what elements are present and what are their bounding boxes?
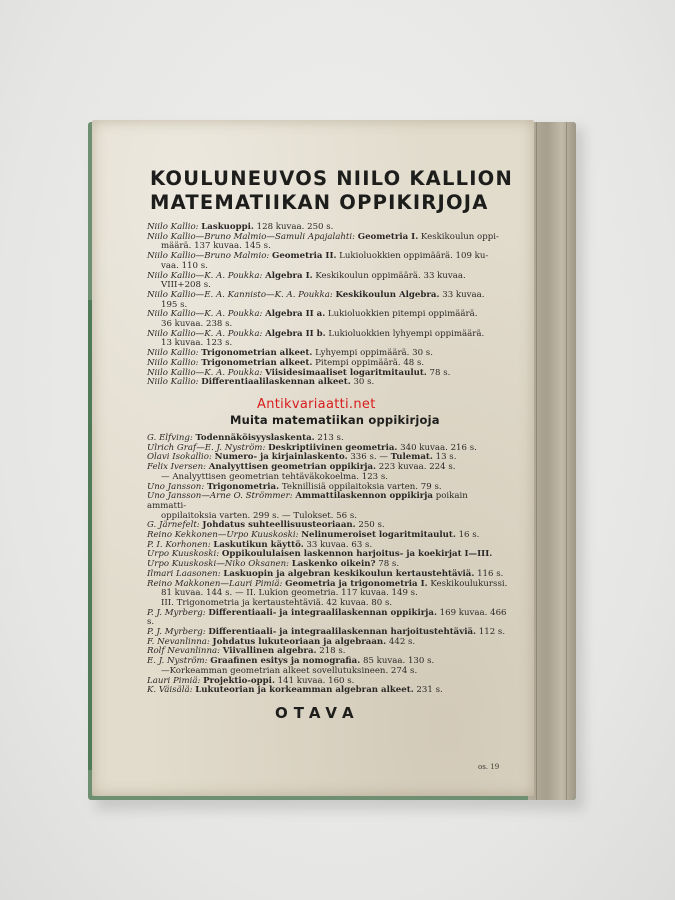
entry-rest: Keskikoulun oppi- (418, 231, 499, 242)
entry-rest: 442 s. (386, 636, 416, 647)
print-code: os. 19 (478, 763, 500, 771)
entry-author: Olavi Isokallio: (147, 452, 215, 463)
entry-author: Niilo Kallio: (147, 377, 202, 388)
antikvariaatti-watermark: Antikvariaatti.net (257, 397, 376, 412)
entry-rest: 116 s. (474, 568, 504, 579)
entry-title: Laskuoppi. (201, 222, 254, 232)
entry-rest: Keskikoulukurssi. (427, 578, 508, 589)
cover-heading-line-2: MATEMATIIKAN OPPIKIRJOJA (150, 191, 489, 214)
entry-rest: 112 s. (476, 627, 506, 638)
entry-rest: 85 kuvaa. 130 s. (360, 656, 435, 667)
entry-rest: 33 kuvaa. 63 s. (303, 539, 373, 550)
entry-author: P. J. Myrberg: (147, 607, 209, 618)
entry-author: Niilo Kallio: (147, 348, 202, 359)
entry-rest: 336 s. — (347, 452, 391, 463)
entry-title: Johdatus suhteellisuusteoriaan. (202, 520, 356, 531)
entry-author: Niilo Kallio: (147, 357, 202, 368)
entry-rest: 16 s. (455, 530, 480, 541)
entry-title: Differentiaali- ja integraalilaskennan oppikirja. (208, 607, 437, 618)
entry-author: Urpo Kuuskoski: (147, 549, 222, 560)
entry-author: Lauri Pimiä: (147, 675, 204, 686)
book-list-entry (147, 492, 509, 521)
entry-title: Differentiaali- ja integraalilaskennan harjoitustehtäviä. (208, 627, 477, 638)
entry-author: Niilo Kallio: (147, 222, 202, 232)
entry-rest: 30 s. (350, 377, 375, 388)
entry-title: Viivallinen algebra. (222, 646, 317, 657)
entry-author: Niilo Kallio—Bruno Malmio—Samuli Apajalahti: (147, 231, 358, 242)
entry-title: Laskuopin ja algebran keskikoulun kertaustehtäviä. (223, 568, 475, 579)
entry-rest: Keskikoulun oppimäärä. 33 kuvaa. (312, 270, 466, 281)
entry-rest: 78 s. (426, 367, 451, 378)
entry-title: Algebra I. (265, 270, 313, 281)
entry-rest: 169 kuvaa. 466 s. (147, 607, 507, 628)
entry-rest: Lyhyempi oppimäärä. 30 s. (312, 348, 433, 359)
book-list-entry (147, 463, 509, 482)
book-list-entry (147, 330, 509, 349)
entry-author: Niilo Kallio—K. A. Poukka: (147, 367, 266, 378)
entry-continuation: VIII+208 s. (161, 280, 211, 291)
entry-author: Rolf Nevanlinna: (147, 646, 223, 657)
entry-title: Geometria ja trigonometria I. (285, 578, 428, 589)
entry-author: K. Väisälä: (147, 685, 196, 696)
entry-rest: 223 kuvaa. 224 s. (376, 462, 456, 473)
entry-rest: Lukioluokkien pitempi oppimäärä. (325, 309, 478, 320)
entry-continuation: määrä. 137 kuvaa. 145 s. (161, 241, 271, 252)
entry-rest: 13 s. (432, 452, 457, 463)
entry-title: Tulemat. (390, 452, 433, 463)
entry-rest: 128 kuvaa. 250 s. (253, 222, 334, 232)
entry-title: Algebra II a. (265, 309, 326, 320)
entry-continuation: 81 kuvaa. 144 s. — II. Lukion geometria. 117 kuvaa. 149 s. (161, 588, 418, 599)
entry-author: Niilo Kallio—K. A. Poukka: (147, 270, 266, 281)
entry-rest: 218 s. (316, 646, 346, 657)
entry-title: Analyyttisen geometrian oppikirja. (208, 462, 377, 473)
entry-title: Trigonometrian alkeet. (201, 348, 313, 359)
entry-title: Viisidesimaaliset logaritmitaulut. (265, 367, 427, 378)
entry-rest: Lukioluokkien oppimäärä. 109 ku- (336, 251, 489, 262)
entry-continuation: vaa. 110 s. (161, 260, 208, 271)
entry-title: Trigonometrian alkeet. (201, 357, 313, 368)
entry-author: Niilo Kallio—K. A. Poukka: (147, 328, 266, 339)
entry-title: Deskriptiivinen geometria. (268, 442, 398, 453)
entry-title: Lukuteorian ja korkeamman algebran alkeet. (195, 685, 414, 696)
other-book-list (147, 434, 509, 696)
entry-author: Niilo Kallio—E. A. Kannisto—K. A. Poukka: (147, 289, 336, 300)
entry-title: Todennäköisyyslaskenta. (195, 433, 315, 443)
entry-author: Urpo Kuuskoski—Niko Oksanen: (147, 559, 292, 570)
entry-title: Ammattilaskennon oppikirja (295, 491, 433, 502)
entry-rest: poikain ammatti- (147, 491, 468, 511)
entry-continuation: 195 s. (161, 299, 188, 310)
entry-title: Oppikoululaisen laskennon harjoitus- ja koekirjat I—III. (221, 549, 493, 560)
entry-rest: Lukioluokkien lyhyempi oppimäärä. (325, 328, 485, 339)
entry-author: Reino Kekkonen—Urpo Kuuskoski: (147, 530, 302, 541)
publisher-name: OTAVA (275, 704, 360, 722)
entry-rest: 340 kuvaa. 216 s. (397, 442, 477, 453)
entry-title: Projektio-oppi. (203, 675, 275, 686)
other-books-subheading: Muita matematiikan oppikirjoja (230, 413, 440, 427)
book-list-entry (147, 657, 509, 676)
entry-title: Geometria II. (272, 251, 337, 262)
entry-continuation: oppilaitoksia varten. 299 s. — Tulokset. 56 s. (161, 510, 357, 521)
book-list-entry (147, 580, 509, 599)
entry-continuation: III. Trigonometria ja kertaustehtäviä. 42 kuvaa. 80 s. (161, 597, 393, 608)
entry-author: G. Järnefelt: (147, 520, 203, 531)
book-list-entry (147, 378, 509, 388)
entry-author: Uno Jansson—Arne O. Strömmer: (147, 491, 296, 502)
entry-continuation: 36 kuvaa. 238 s. (161, 319, 233, 330)
book-list-entry (147, 252, 509, 271)
entry-author: P. I. Korhonen: (147, 539, 214, 550)
book-list-entry (147, 291, 509, 310)
book-spine (528, 122, 576, 800)
entry-author: G. Elfving: (147, 433, 196, 443)
entry-continuation: —Korkeamman geometrian alkeet sovellutuksineen. 274 s. (161, 665, 418, 676)
entry-rest: Teknillisiä oppilaitoksia varten. 79 s. (279, 481, 442, 492)
entry-author: Reino Makkonen—Lauri Pimiä: (147, 578, 286, 589)
entry-author: E. J. Nyström: (147, 656, 211, 667)
entry-rest: Pitempi oppimäärä. 48 s. (312, 357, 425, 368)
entry-title: Algebra II b. (265, 328, 326, 339)
book-list-entry (147, 272, 509, 291)
book-list-entry (147, 310, 509, 329)
entry-author: Felix Iversen: (147, 462, 209, 473)
entry-title: Johdatus lukuteoriaan ja algebraan. (212, 636, 387, 647)
entry-title: Geometria I. (357, 231, 419, 242)
entry-author: Niilo Kallio—K. A. Poukka: (147, 309, 266, 320)
entry-rest: 141 kuvaa. 160 s. (274, 675, 355, 686)
entry-title: Numero- ja kirjainlaskento. (214, 452, 348, 463)
entry-rest: 250 s. (355, 520, 385, 531)
entry-rest: 231 s. (413, 685, 443, 696)
entry-author: F. Nevanlinna: (147, 636, 213, 647)
entry-title: Trigonometria. (206, 481, 280, 492)
cover-heading-line-1: KOULUNEUVOS NIILO KALLION (150, 167, 513, 190)
entry-rest: 78 s. (375, 559, 400, 570)
entry-title: Nelinumeroiset logaritmitaulut. (301, 530, 456, 541)
entry-rest: 33 kuvaa. (439, 289, 485, 300)
entry-author: P. J. Myrberg: (147, 627, 209, 638)
kallio-book-list (147, 223, 509, 388)
entry-continuation: — Analyyttisen geometrian tehtäväkokoelma. 123 s. (161, 471, 389, 482)
entry-author: Ulrich Graf—E. J. Nyström: (147, 442, 269, 453)
entry-author: Niilo Kallio—Bruno Malmio: (147, 251, 272, 262)
entry-rest: 213 s. (314, 433, 344, 443)
entry-author: Ilmari Laasonen: (147, 568, 224, 579)
book-list-entry (147, 233, 509, 252)
book-list-entry (147, 686, 509, 696)
entry-title: Keskikoulun Algebra. (335, 289, 440, 300)
book-list-entry (147, 609, 509, 628)
entry-author: Uno Jansson: (147, 481, 207, 492)
entry-title: Differentiaalilaskennan alkeet. (201, 377, 351, 388)
entry-title: Laskenko oikein? (291, 559, 376, 570)
entry-continuation: 13 kuvaa. 123 s. (161, 338, 233, 349)
entry-title: Graafinen esitys ja nomografia. (210, 656, 361, 667)
entry-title: Laskutikun käyttö. (213, 539, 304, 550)
